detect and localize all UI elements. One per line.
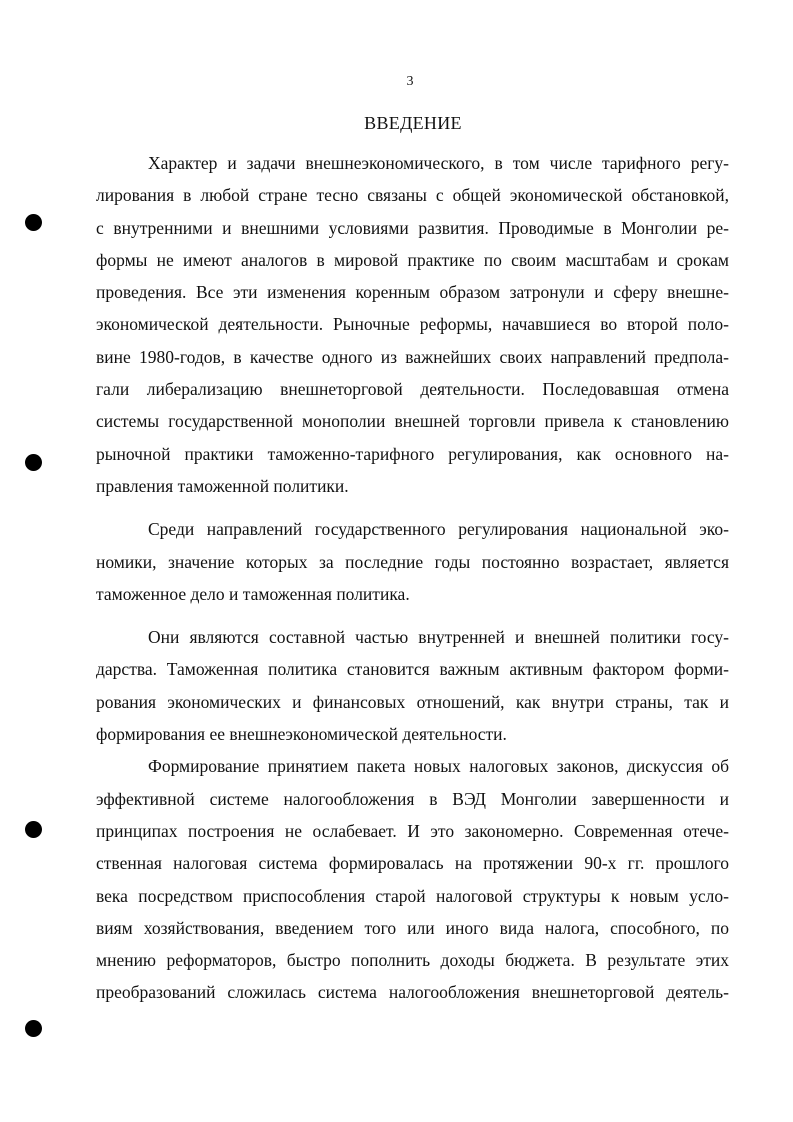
text-line: ственная налоговая система формировалась на протяжении 90-х гг. прошлого xyxy=(96,853,729,874)
punch-hole xyxy=(25,821,42,838)
text-line: проведения. Все эти изменения коренным образом затронули и сферу внешне- xyxy=(96,282,729,303)
text-line: экономической деятельности. Рыночные реформы, начавшиеся во второй поло- xyxy=(96,314,729,335)
text-line: гали либерализацию внешнеторговой деятельности. Последовавшая отмена xyxy=(96,379,729,400)
paragraph xyxy=(96,750,729,1008)
text-line: мнению реформаторов, быстро пополнить доходы бюджета. В результате этих xyxy=(96,950,729,971)
paragraph xyxy=(96,513,729,610)
text-line: Формирование принятием пакета новых налоговых законов, дискуссия об xyxy=(148,756,729,777)
text-line: принципах построения не ослабевает. И это закономерно. Современная отече- xyxy=(96,820,729,841)
text-line: системы государственной монополии внешней торговли привела к становлению xyxy=(96,411,729,432)
punch-hole xyxy=(25,454,42,471)
text-line: Среди направлений государственного регулирования национальной эко- xyxy=(148,519,729,540)
text-line: формы не имеют аналогов в мировой практике по своим масштабам и срокам xyxy=(96,249,729,270)
text-line: рыночной практики таможенно-тарифного регулирования, как основного на- xyxy=(96,443,729,464)
page-title: ВВЕДЕНИЕ xyxy=(364,113,462,133)
punch-hole xyxy=(25,214,42,231)
text-line: вине 1980-годов, в качестве одного из важнейших своих направлений предпола- xyxy=(96,346,729,367)
page-number: 3 xyxy=(406,74,414,89)
text-line: Характер и задачи внешнеэкономического, в том числе тарифного регу- xyxy=(148,153,729,173)
paragraph xyxy=(96,621,729,750)
text-line: виям хозяйствования, введением того или иного вида налога, способного, по xyxy=(96,917,729,938)
text-line: преобразований сложилась система налогообложения внешнеторговой деятель- xyxy=(96,982,729,1003)
text-line: века посредством приспособления старой налоговой структуры к новым усло- xyxy=(96,885,729,906)
text-line: Они являются составной частью внутренней и внешней политики госу- xyxy=(148,627,729,648)
text-line: рования экономических и финансовых отношений, как внутри страны, так и xyxy=(96,691,729,712)
document-body xyxy=(96,147,729,1009)
paragraph xyxy=(96,147,729,502)
text-line: формирования ее внешнеэкономической деятельности. xyxy=(96,724,507,745)
text-line: лирования в любой стране тесно связаны с общей экономической обстановкой, xyxy=(96,185,729,206)
text-line: дарства. Таможенная политика становится важным активным фактором форми- xyxy=(96,659,729,680)
text-line: с внутренними и внешними условиями развития. Проводимые в Монголии ре- xyxy=(96,217,729,238)
text-line: номики, значение которых за последние годы постоянно возрастает, является xyxy=(96,551,729,572)
text-line: таможенное дело и таможенная политика. xyxy=(96,583,410,604)
text-line: правления таможенной политики. xyxy=(96,475,349,496)
text-line: эффективной системе налогообложения в ВЭД Монголии завершенности и xyxy=(96,788,729,809)
punch-hole xyxy=(25,1020,42,1037)
